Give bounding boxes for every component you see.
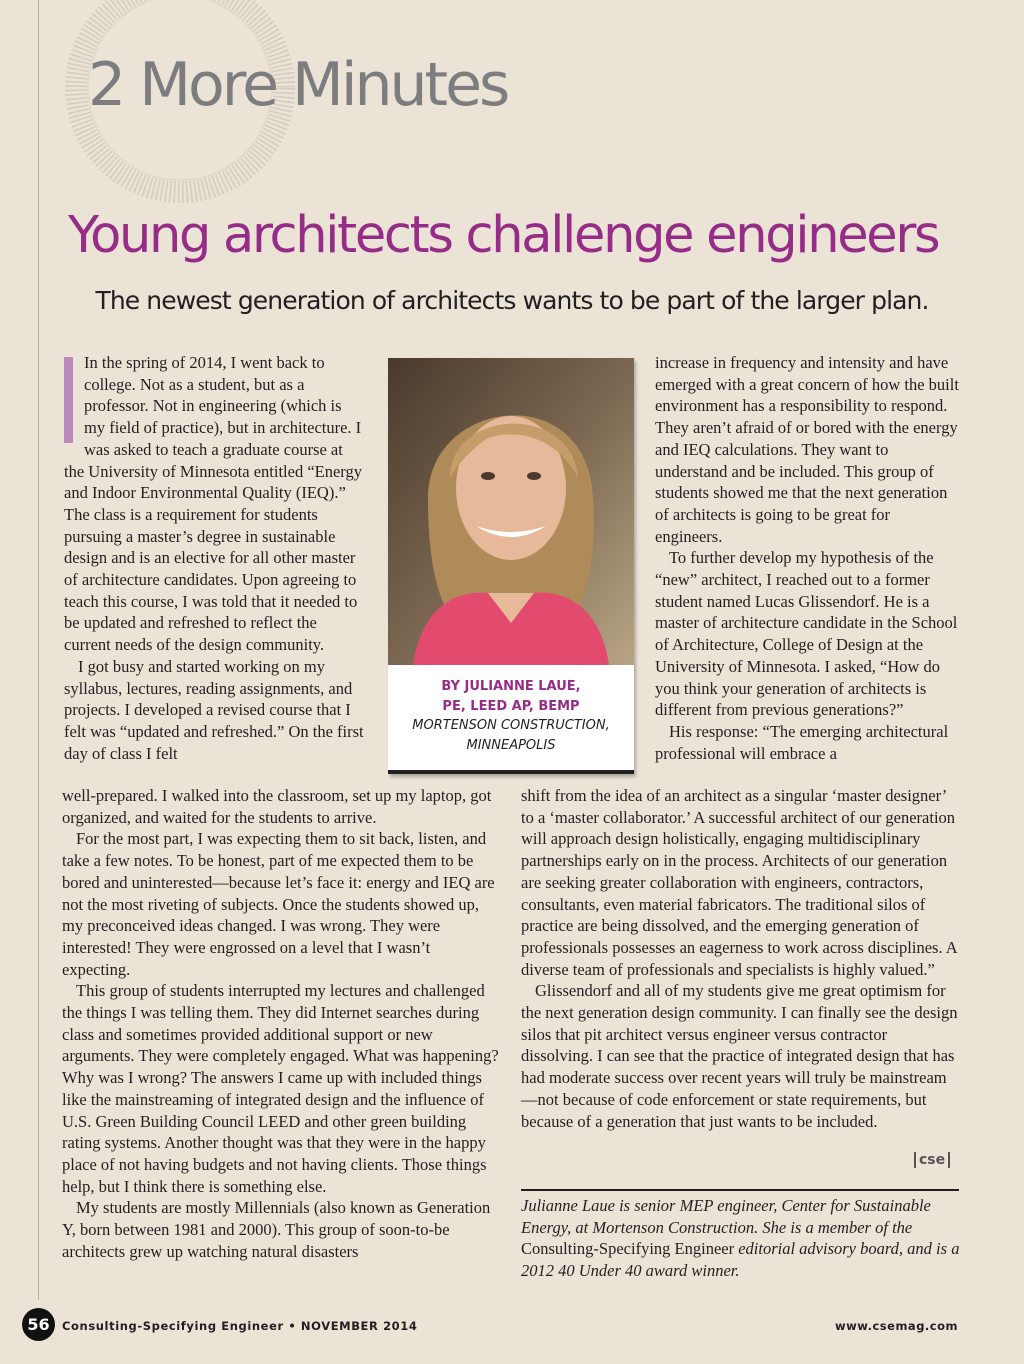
author-city: MINNEAPOLIS [466, 737, 556, 753]
paragraph-4: This group of students interrupted my lectures and challenged the things I was telling them. They did Internet searches during class and sometimes provided additional support or new arguments. They were completely engaged. What was happening? Why was I wrong? The answers I came up with included things like the mainstreaming of integrated design and the influence of U.S. Green Building Council LEED and other green building rating systems. Another thought was that they were in the happy place of not having budgets and not having clients. Those things help, but I think there is something else. [62, 981, 499, 1196]
footer-magazine-issue: Consulting-Specifying Engineer • NOVEMBER 2014 [62, 1319, 418, 1333]
paragraph-7: To further develop my hypothesis of the “new” architect, I reached out to a former student named Lucas Glissendorf. He is a master of architecture candidate in the School of Architecture, College of Design at the University of Minnesota. I asked, “How do you think your generation of architects is different from previous generations?” [655, 548, 958, 720]
article-headline: Young architects challenge engineers [68, 206, 939, 265]
paragraph-6: increase in frequency and intensity and have emerged with a great concern of how the built environment has a responsibility to respond. They aren’t afraid of or bored with the energy and IEQ calculations. They want to understand and be included. This group of students showed me that the next generation of architects is going to be great for engineers. [655, 353, 959, 546]
paragraph-3: For the most part, I was expecting them to sit back, listen, and take a few notes. To be honest, part of me expected them to be bored and uninterested—because let’s face it: energy and IEQ are not the most riveting of subjects. Once the students showed up, my preconceived ideas changed. I was wrong. They were interested! They were engrossed on a level that I wasn’t expecting. [62, 829, 495, 979]
page-number: 56 [22, 1308, 55, 1341]
paragraph-8-continued: shift from the idea of an architect as a singular ‘master designer’ to a ‘master collaborator.’ A successful architect of our generation will approach design holistically, engaging multidisciplinary partnerships early on in the process. Architects of our generation are seeking greater collaboration with engineers, contractors, consultants, even material fabricators. The traditional silos of practice are being dissolved, and the emerging generation of professionals possesses an eagerness to work across disciplines. A diverse team of professionals and specialists is highly valued.” [521, 786, 957, 979]
bio-divider [521, 1189, 959, 1191]
article-column-3 [655, 352, 959, 764]
paragraph-9: Glissendorf and all of my students give me great optimism for the next generation design community. I can finally see the design silos that pit architect versus engineer versus contractor dissolving. I can see that the practice of integrated design that has had moderate success over recent years will truly be mainstream—not because of code enforcement or state requirements, but because of a generation that just wants to be included. [521, 981, 958, 1131]
author-portrait-photo [388, 358, 634, 665]
left-margin-rule [38, 0, 39, 1300]
article-column-2-lower [521, 785, 961, 1132]
paragraph-1: In the spring of 2014, I went back to college. Not as a student, but as a professor. Not in engineering (which is my field of practice), but in architecture. I was asked to teach a graduate course at the University of Minnesota entitled “Energy and Indoor Environmental Quality (IEQ).” The class is a requirement for students pursuing a master’s degree in sustainable design and is an elective for all other master of architecture candidates. Upon agreeing to teach this course, I was told that it needed to be updated and refreshed to reflect the current needs of the design community. [64, 353, 362, 655]
author-company: MORTENSON CONSTRUCTION, [412, 718, 610, 733]
author-photo-card [388, 358, 634, 774]
article-deck: The newest generation of architects wants to be part of the larger plan. [95, 286, 929, 315]
paragraph-2-continued: well-prepared. I walked into the classroom, set up my laptop, got organized, and waited for the students to arrive. [62, 786, 492, 827]
author-name: BY JULIANNE LAUE, [441, 679, 581, 694]
paragraph-8: His response: “The emerging architectural professional will embrace a [655, 721, 949, 763]
section-title: 2 More Minutes [88, 50, 508, 120]
article-column-1 [64, 352, 366, 764]
author-credentials: PE, LEED AP, BEMP [442, 698, 580, 714]
article-column-1-lower [62, 785, 502, 1262]
footer-url-link[interactable]: www.csemag.com [834, 1319, 958, 1333]
byline [388, 677, 634, 755]
author-bio: Julianne Laue is senior MEP engineer, Center for Sustainable Energy, at Mortenson Construction. She is a member of the Consulting-Specifying Engineer editorial advisory board, and is a 2012 40 Under 40 award winner. [521, 1196, 960, 1281]
paragraph-5: My students are mostly Millennials (also known as Generation Y, born between 1981 and 2000). This group of soon-to-be architects grew up watching natural disasters [62, 1198, 491, 1261]
paragraph-2: I got busy and started working on my syllabus, lectures, reading assignments, and projects. I developed a revised course that I felt was “updated and refreshed.” On the first day of class I felt [64, 656, 364, 763]
end-of-article-mark: cse [914, 1152, 950, 1168]
